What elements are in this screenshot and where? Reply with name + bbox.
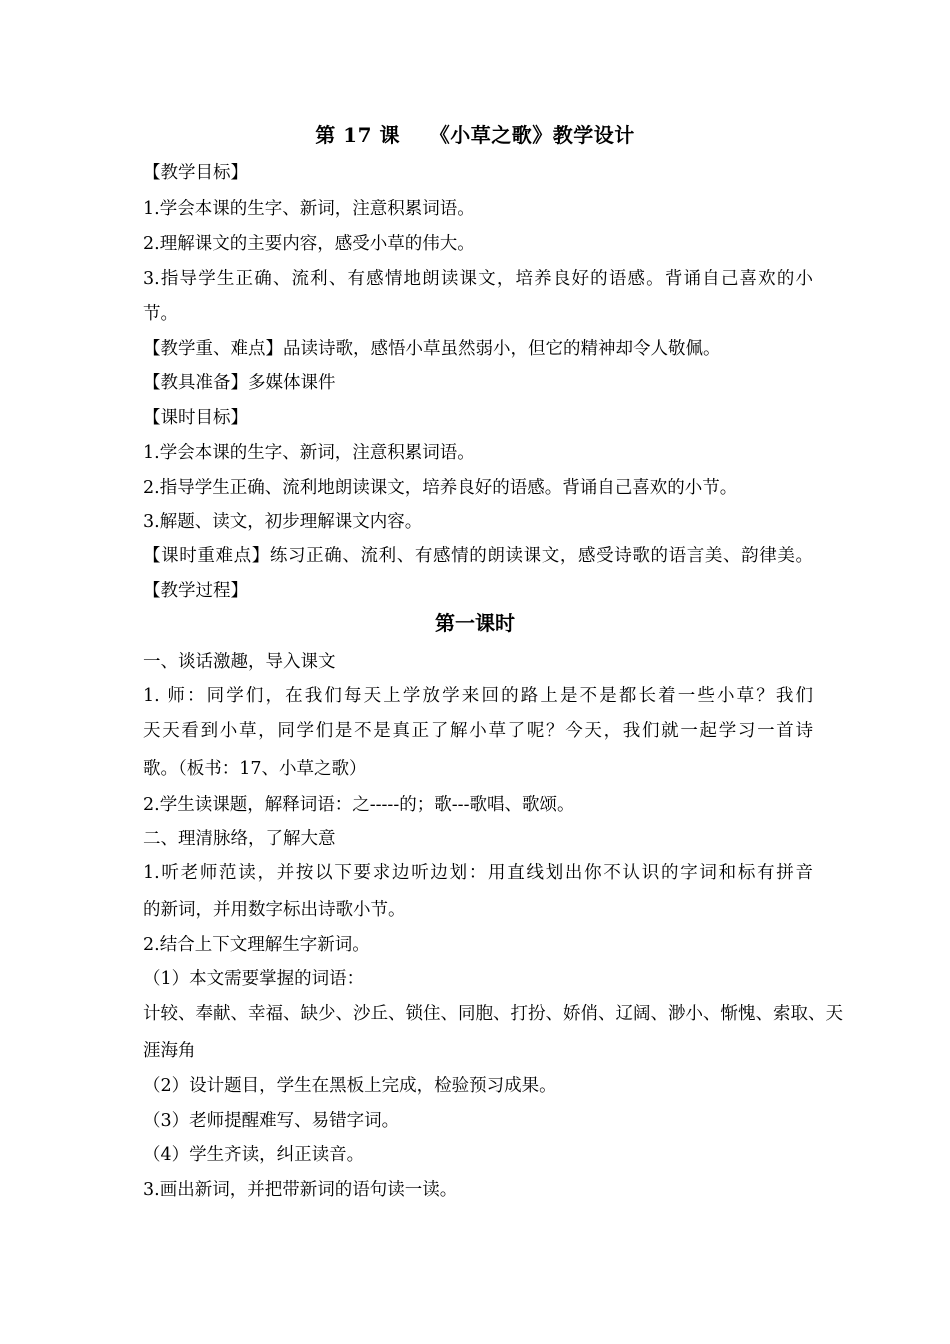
heading-teaching-goals: 【教学目标】	[143, 163, 248, 183]
goal-item-3: 3.指导学生正确、流利、有感情地朗读课文，培养良好的语感。背诵自己喜欢的小	[143, 269, 813, 289]
step-1-paragraph-line: 天天看到小草，同学们是不是真正了解小草了呢？今天，我们就一起学习一首诗	[143, 721, 813, 741]
goal-item-3-continued: 节。	[143, 304, 178, 324]
step-1-item-2: 2.学生读课题，解释词语：之-----的；歌---歌唱、歌颂。	[143, 795, 575, 815]
step-2-item-3: 3.画出新词，并把带新词的语句读一读。	[143, 1180, 458, 1200]
key-difficult-points: 【教学重、难点】品读诗歌，感悟小草虽然弱小，但它的精神却令人敬佩。	[143, 339, 721, 359]
sub-item-3: （3）老师提醒难写、易错字词。	[143, 1111, 400, 1131]
vocabulary-list: 计较、奉献、幸福、缺少、沙丘、锁住、同胞、打扮、娇俏、辽阔、渺小、惭愧、索取、天	[143, 1004, 843, 1024]
teaching-aids: 【教具准备】多媒体课件	[143, 373, 336, 393]
step-2-item-2: 2.结合上下文理解生字新词。	[143, 935, 370, 955]
sub-item-4: （4）学生齐读，纠正读音。	[143, 1145, 365, 1165]
step-1-paragraph-line: 歌。（板书：17、小草之歌）	[143, 759, 367, 779]
heading-teaching-process: 【教学过程】	[143, 581, 248, 601]
step-2-heading: 二、理清脉络，了解大意	[143, 829, 336, 849]
step-1-heading: 一、谈话激趣，导入课文	[143, 652, 336, 672]
step-1-paragraph-line: 1. 师：同学们，在我们每天上学放学来回的路上是不是都长着一些小草？我们	[143, 686, 813, 706]
sub-item-1: （1）本文需要掌握的词语：	[143, 969, 365, 989]
vocabulary-list-continued: 涯海角	[143, 1041, 196, 1061]
lesson-goal-item-2: 2.指导学生正确、流利地朗读课文，培养良好的语感。背诵自己喜欢的小节。	[143, 478, 738, 498]
step-2-item-1: 1.听老师范读，并按以下要求边听边划：用直线划出你不认识的字词和标有拼音	[143, 863, 813, 883]
sub-item-2: （2）设计题目，学生在黑板上完成，检验预习成果。	[143, 1076, 557, 1096]
lesson-key-points: 【课时重难点】练习正确、流利、有感情的朗读课文，感受诗歌的语言美、韵律美。	[143, 546, 813, 566]
goal-item-1: 1.学会本课的生字、新词，注意积累词语。	[143, 199, 475, 219]
document-title: 第 17 课 《小草之歌》教学设计	[315, 123, 635, 147]
heading-lesson-goals: 【课时目标】	[143, 408, 248, 428]
goal-item-2: 2.理解课文的主要内容，感受小草的伟大。	[143, 234, 475, 254]
section-title: 第一课时	[435, 611, 515, 635]
step-2-item-1-continued: 的新词，并用数字标出诗歌小节。	[143, 900, 406, 920]
lesson-goal-item-3: 3.解题、读文，初步理解课文内容。	[143, 512, 423, 532]
lesson-goal-item-1: 1.学会本课的生字、新词，注意积累词语。	[143, 443, 475, 463]
